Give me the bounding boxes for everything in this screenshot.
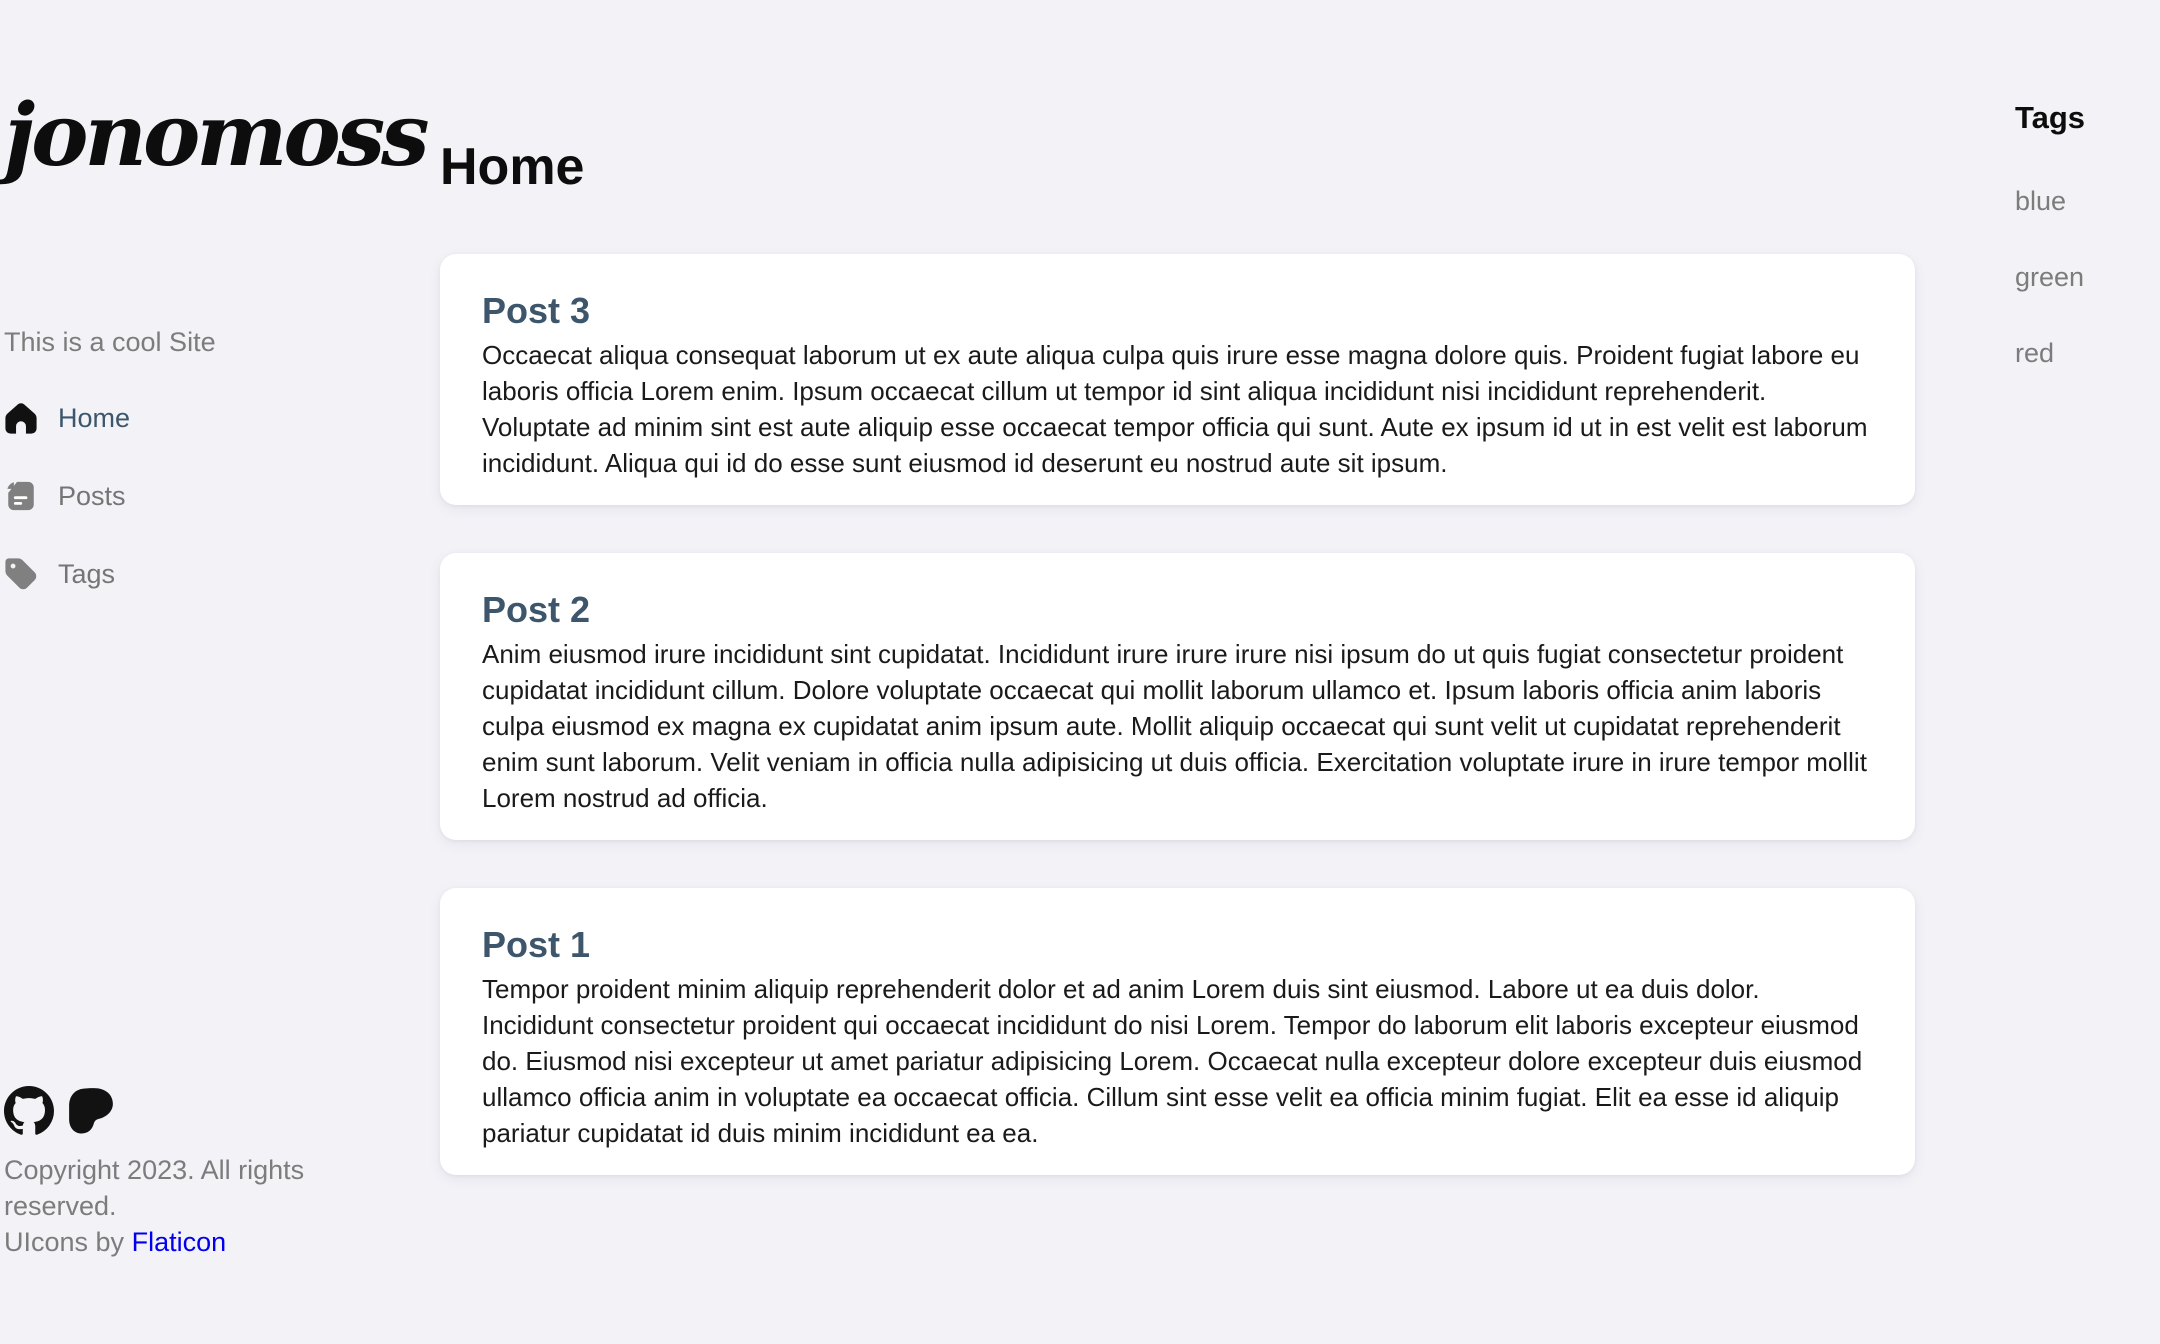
copyright-text: Copyright 2023. All rights reserved. xyxy=(4,1155,305,1221)
main-content xyxy=(440,0,1915,1344)
sidebar-item-home[interactable] xyxy=(4,396,430,440)
post-card xyxy=(440,888,1915,1175)
post-body: Tempor proident minim aliquip reprehenderit dolor et ad anim Lorem duis sint eiusmod. Labore ut ea duis dolor. Incididunt consectetur proident qui occaecat incididunt do nisi Lorem. Tempor do laborum elit laboris excepteur eiusmod do. Eiusmod nisi excepteur ut amet pariatur adipisicing Lorem. Occaecat nulla excepteur dolore excepteur duis eiusmod ullamco officia anim in voluptate ea occaecat officia. Cillum sint esse velit ea officia minim fugiat. Elit ea esse id aliquip pariatur cupidatat id duis minim incididunt ea ea. xyxy=(482,973,1863,1148)
site-tagline: This is a cool Site xyxy=(4,327,216,358)
post-title[interactable]: Post 3 xyxy=(482,289,591,331)
post-card xyxy=(440,254,1915,505)
social-links xyxy=(4,1086,314,1136)
post-card xyxy=(440,553,1915,840)
github-icon[interactable] xyxy=(4,1086,54,1136)
sidebar xyxy=(0,0,440,1344)
tag-item-blue[interactable]: blue xyxy=(2015,186,2067,216)
page-title: Home xyxy=(440,138,585,196)
site-logo[interactable]: jonomoss xyxy=(4,85,426,186)
sidebar-footer xyxy=(4,1086,314,1260)
post-body: Anim eiusmod irure incididunt sint cupidatat. Incididunt irure irure irure nisi ipsum do ut quis fugiat consectetur proident cupidatat incididunt cillum. Dolore voluptate occaecat qui mollit laborum ullamco et. Ipsum laboris officia anim laboris culpa eiusmod ex magna ex cupidatat anim ipsum aute. Mollit aliquip occaecat qui sunt velit ut cupidatat reprehenderit enim sunt laborum. Velit veniam in officia nulla adipisicing ut duis officia. Exercitation voluptate irure in irure tempor mollit Lorem nostrud ad officia. xyxy=(482,638,1867,813)
sidebar-item-label: Posts xyxy=(58,480,126,511)
sidebar-item-label: Home xyxy=(58,402,131,433)
credits-text xyxy=(4,1224,314,1260)
sidebar-item-posts[interactable] xyxy=(4,474,430,518)
sidebar-nav xyxy=(4,396,430,630)
home-icon xyxy=(4,401,38,435)
document-icon xyxy=(4,479,38,513)
post-title[interactable]: Post 1 xyxy=(482,923,591,965)
credits-prefix: UIcons by xyxy=(4,1227,125,1257)
tags-heading: Tags xyxy=(2015,100,2086,135)
sidebar-item-tags[interactable] xyxy=(4,552,430,596)
post-body: Occaecat aliqua consequat laborum ut ex aute aliqua culpa quis irure esse magna dolore quis. Proident fugiat labore eu laboris officia Lorem enim. Ipsum occaecat cillum ut tempor id sint aliqua incididunt nisi incididunt reprehenderit. Voluptate ad minim sint est aute aliquip esse occaecat tempor officia qui sunt. Aute ex ipsum id ut in est velit est laborum incididunt. Aliqua qui id do esse sunt eiusmod id deserunt eu nostrud aute sit ipsum. xyxy=(482,339,1868,478)
flaticon-link[interactable]: Flaticon xyxy=(131,1227,227,1257)
tag-item-red[interactable]: red xyxy=(2015,338,2055,368)
patreon-icon[interactable] xyxy=(66,1086,116,1136)
sidebar-item-label: Tags xyxy=(58,558,116,589)
post-title[interactable]: Post 2 xyxy=(482,588,591,630)
tag-icon xyxy=(4,557,38,591)
tag-item-green[interactable]: green xyxy=(2015,262,2085,292)
tags-panel xyxy=(1915,0,2160,1344)
